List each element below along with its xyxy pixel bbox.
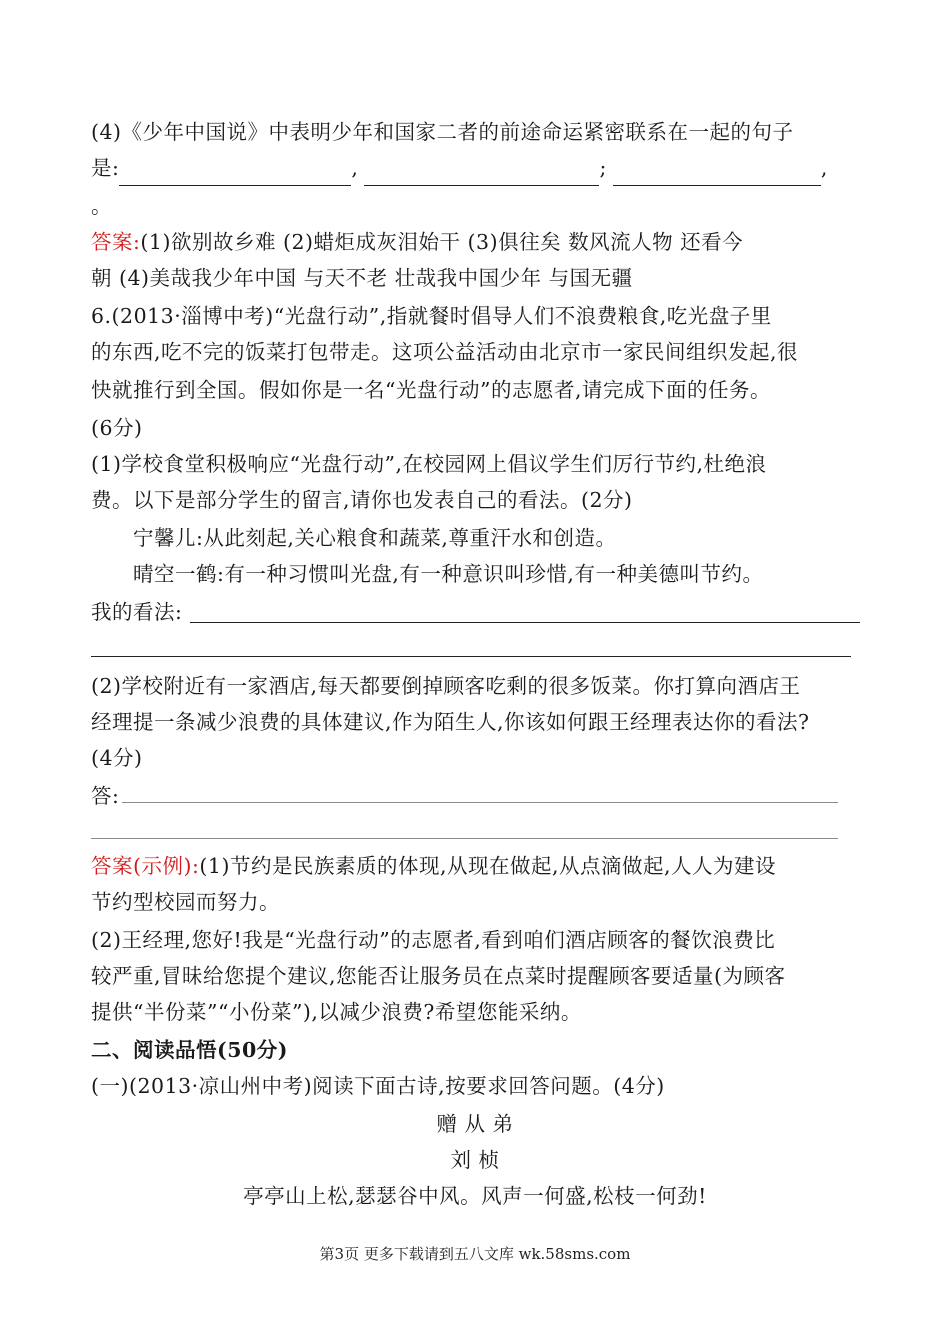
answer6-line2: 节约型校园而努力。 [91, 890, 280, 914]
my-view-blank[interactable] [190, 622, 860, 623]
q6-line3: 快就推行到全国。假如你是一名“光盘行动”的志愿者,请完成下面的任务。 [91, 378, 771, 402]
q5-4-comma: , [351, 156, 359, 180]
answer6-part2-line2: 较严重,冒昧给您提个建议,您能否让服务员在点菜时提醒顾客要适量(为顾客 [91, 964, 786, 988]
answer-blank-1[interactable] [122, 802, 838, 803]
poem-line-1: 亭亭山上松,瑟瑟谷中风。风声一何盛,松枝一何劲! [243, 1184, 707, 1208]
q6-score: (6分) [91, 416, 143, 440]
answer5-line2: 朝 (4)美哉我少年中国 与天不老 壮哉我中国少年 与国无疆 [91, 266, 633, 290]
answer6-label: 答案(示例): [91, 854, 200, 878]
fill-blank-1[interactable] [119, 159, 351, 186]
q6-line1: 6.(2013·淄博中考)“光盘行动”,指就餐时倡导人们不浪费粮食,吃光盘子里 [91, 304, 772, 328]
fill-blank-2[interactable] [364, 159, 599, 186]
q5-4-line1: (4)《少年中国说》中表明少年和国家二者的前途命运紧密联系在一起的句子 [91, 120, 794, 144]
q5-4-prefix: 是: [91, 156, 120, 180]
student-comment-1: 宁馨儿:从此刻起,关心粮食和蔬菜,尊重汗水和创造。 [133, 526, 617, 550]
answer6-text1: (1)节约是民族素质的体现,从现在做起,从点滴做起,人人为建设 [199, 854, 776, 878]
q5-4-period: 。 [91, 194, 112, 218]
q6-part1-line2: 费。以下是部分学生的留言,请你也发表自己的看法。(2分) [91, 488, 633, 512]
q5-4-end-comma: , [820, 156, 828, 180]
q6-line2: 的东西,吃不完的饭菜打包带走。这项公益活动由北京市一家民间组织发起,很 [91, 340, 799, 364]
q6-part2-score: (4分) [91, 746, 143, 770]
answer-label: 答案: [91, 230, 141, 254]
my-view-blank-2[interactable] [91, 656, 851, 657]
q5-4-semicolon: ; [599, 156, 607, 180]
answer5-text1: (1)欲别故乡难 (2)蜡炬成灰泪始干 (3)俱往矣 数风流人物 还看今 [140, 230, 744, 254]
poem-author: 刘 桢 [450, 1148, 500, 1172]
poem-title: 赠 从 弟 [436, 1112, 514, 1136]
page-footer: 第3页 更多下载请到五八文库 wk.58sms.com [319, 1245, 631, 1263]
answer-blank-2[interactable] [91, 838, 838, 839]
section-part1: (一)(2013·凉山州中考)阅读下面古诗,按要求回答问题。(4分) [91, 1074, 665, 1098]
q6-part2-line2: 经理提一条减少浪费的具体建议,作为陌生人,你该如何跟王经理表达你的看法? [91, 710, 810, 734]
answer5-line1 [91, 224, 743, 260]
q6-part1-line1: (1)学校食堂积极响应“光盘行动”,在校园网上倡议学生们厉行节约,杜绝浪 [91, 452, 767, 476]
answer6-line1 [91, 848, 776, 884]
q6-part2-line1: (2)学校附近有一家酒店,每天都要倒掉顾客吃剩的很多饭菜。你打算向酒店王 [91, 674, 801, 698]
fill-blank-3[interactable] [613, 159, 821, 186]
answer6-part2-line3: 提供“半份菜”“小份菜”),以减少浪费?希望您能采纳。 [91, 1000, 582, 1024]
section-heading: 二、阅读品悟(50分) [91, 1038, 288, 1062]
my-view-label: 我的看法: [91, 600, 183, 624]
student-comment-2: 晴空一鹤:有一种习惯叫光盘,有一种意识叫珍惜,有一种美德叫节约。 [133, 562, 764, 586]
q5-4-line2 [91, 150, 828, 186]
answer-prefix: 答: [91, 784, 120, 808]
answer6-part2-line1: (2)王经理,您好!我是“光盘行动”的志愿者,看到咱们酒店顾客的餐饮浪费比 [91, 928, 776, 952]
